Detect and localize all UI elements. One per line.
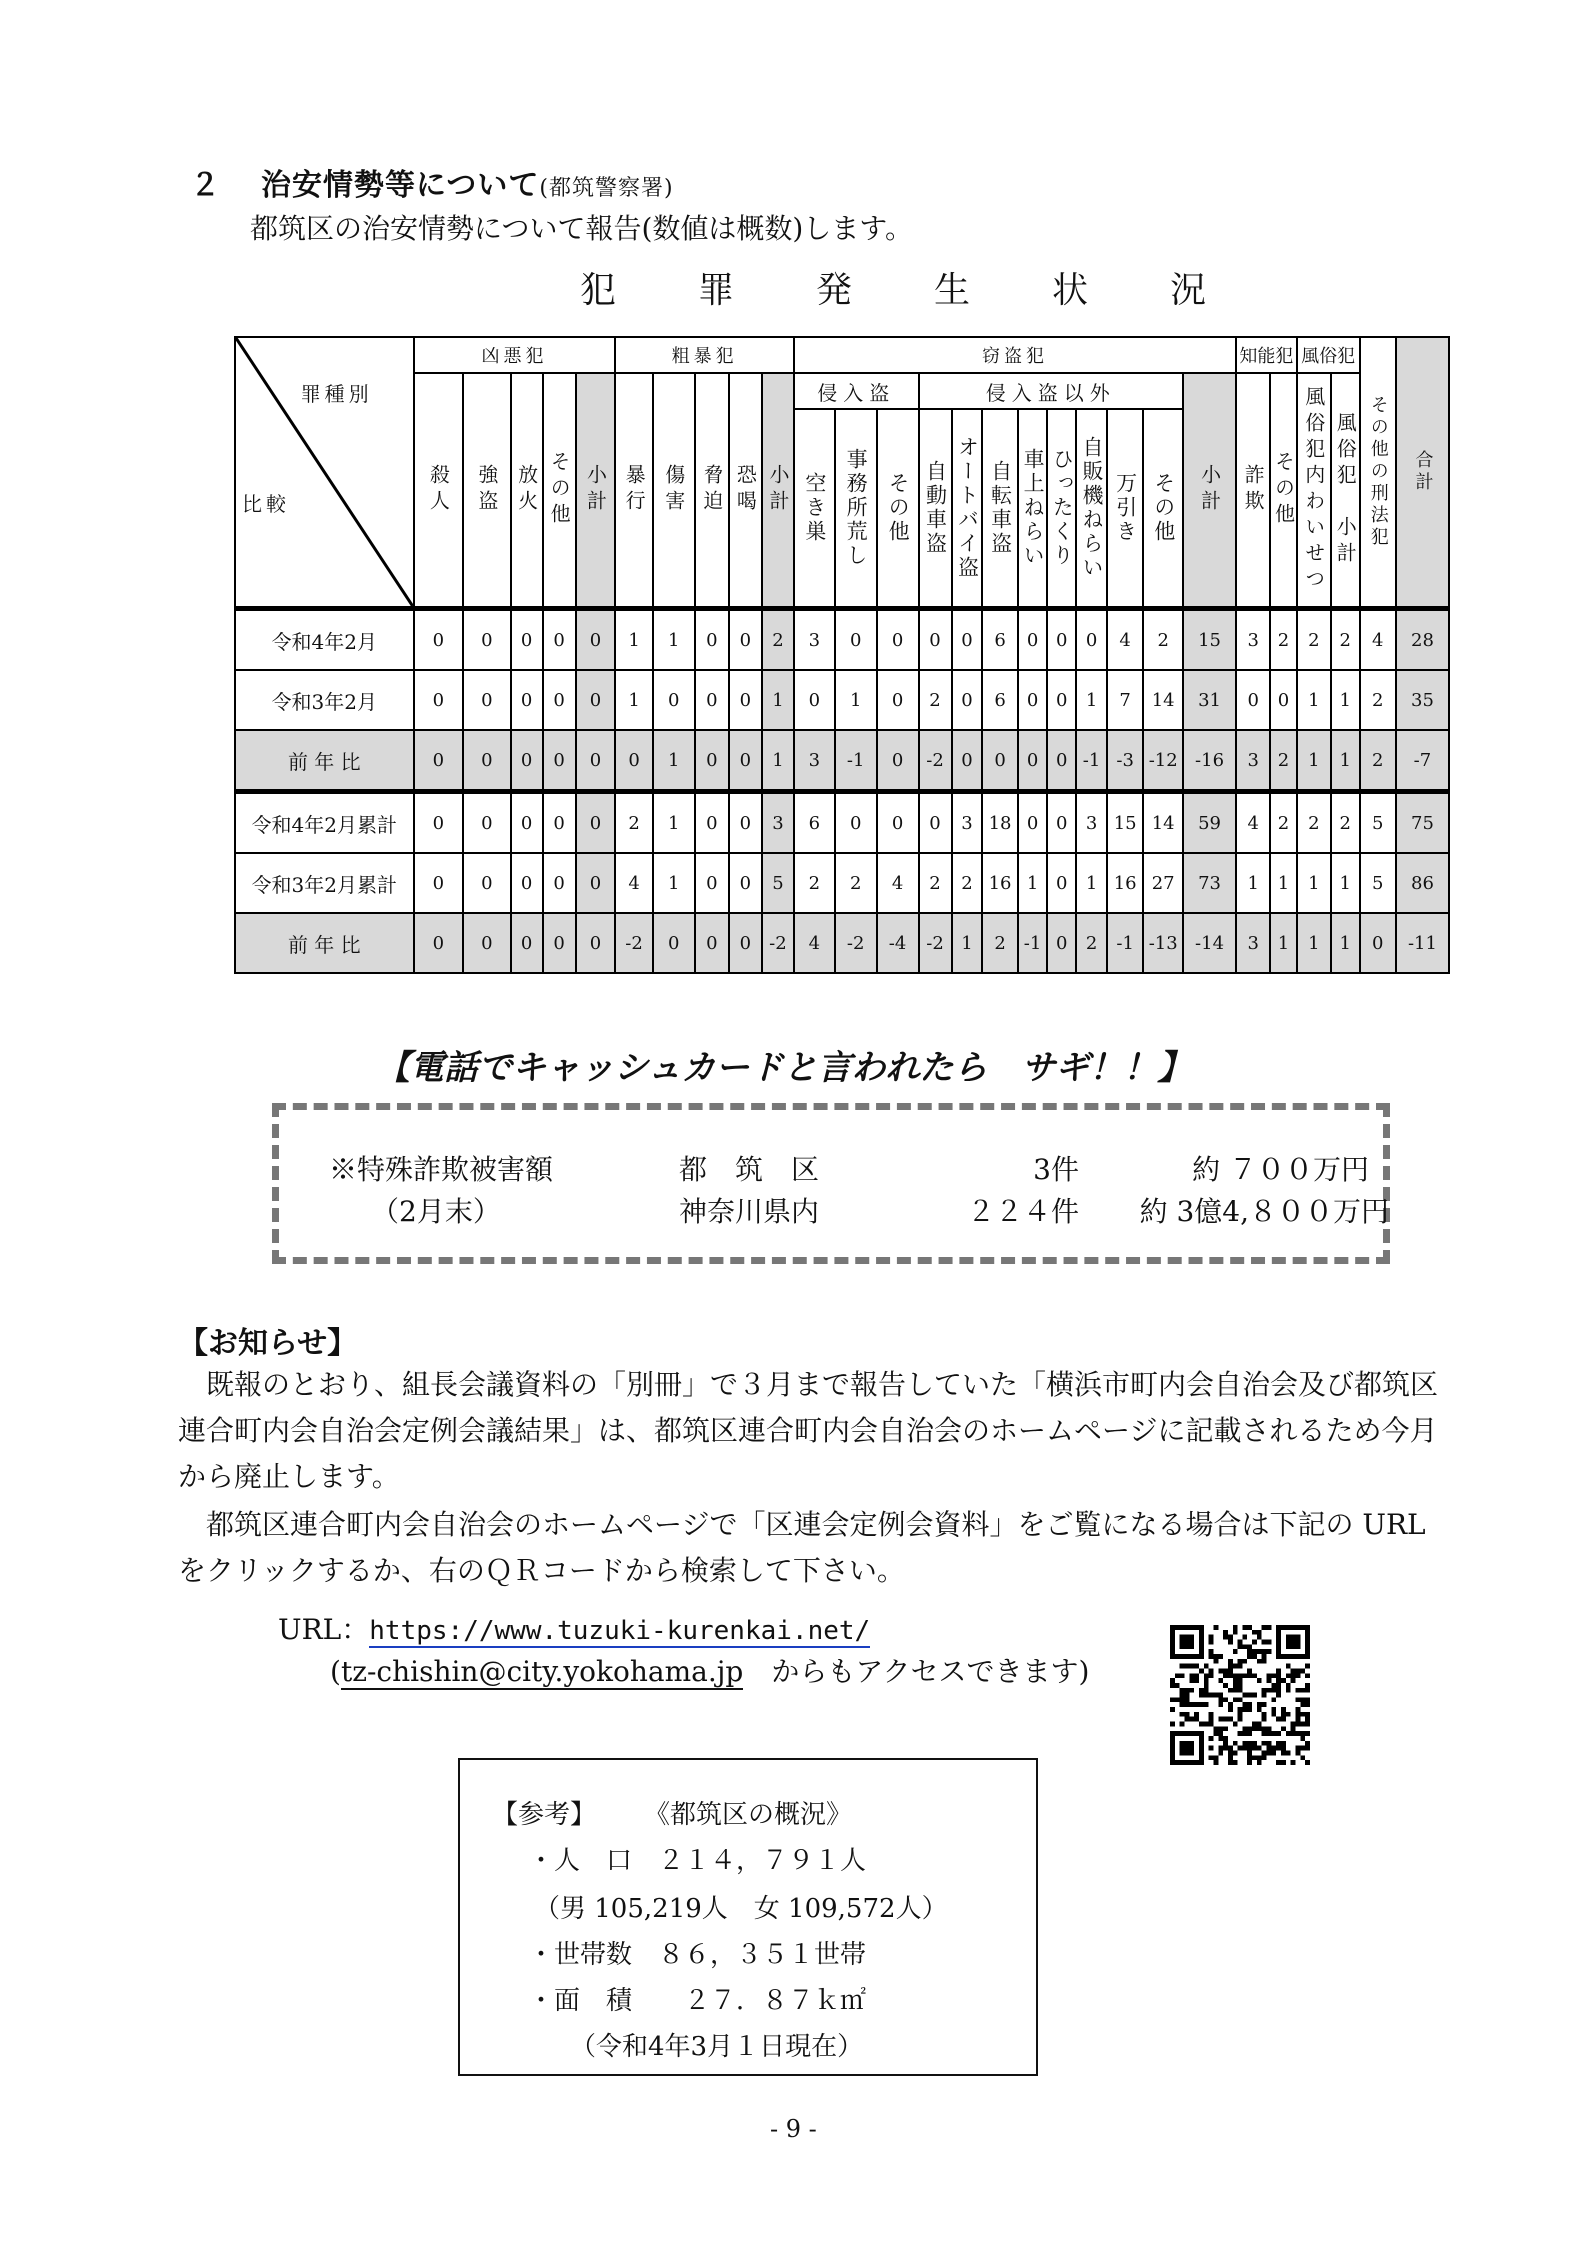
table-cell: 2	[1331, 609, 1360, 671]
table-cell: 59	[1183, 792, 1236, 854]
col-header: 空き巣	[794, 409, 835, 609]
table-cell: 2	[1297, 609, 1331, 671]
table-cell: 0	[543, 730, 576, 792]
group-header-sobo: 粗暴犯	[615, 337, 794, 373]
mail-line	[330, 1650, 1089, 1690]
table-cell: 4	[615, 853, 652, 913]
table-cell: 0	[919, 792, 952, 854]
col-header: その他	[1270, 373, 1296, 609]
table-cell: 0	[1018, 792, 1048, 854]
table-cell: 0	[695, 609, 729, 671]
table-cell: 2	[1331, 792, 1360, 854]
table-cell: 2	[762, 609, 794, 671]
table-cell: 0	[543, 670, 576, 730]
table-cell: 0	[1047, 853, 1076, 913]
email-link[interactable]: tz-chishin@city.yokohama.jp	[340, 1655, 744, 1688]
table-cell: 3	[1236, 609, 1270, 671]
section-source: (都筑警察署)	[539, 176, 674, 201]
table-cell: 5	[1360, 853, 1396, 913]
table-cell: 3	[1076, 792, 1107, 854]
table-cell: 0	[1236, 670, 1270, 730]
col-header: 車上ねらい	[1018, 409, 1048, 609]
table-cell: 31	[1183, 670, 1236, 730]
table-cell: -1	[1076, 730, 1107, 792]
table-cell: 1	[952, 913, 983, 973]
table-cell: -11	[1396, 913, 1449, 973]
col-header: オートバイ盗	[952, 409, 983, 609]
table-cell: 3	[794, 609, 835, 671]
table-cell: 1	[1331, 670, 1360, 730]
mail-suffix: からもアクセスできます)	[743, 1655, 1090, 1688]
table-cell: 73	[1183, 853, 1236, 913]
table-cell: 0	[729, 670, 762, 730]
qr-code-icon[interactable]	[1170, 1625, 1310, 1765]
table-cell: 1	[1270, 913, 1296, 973]
table-cell: 0	[919, 609, 952, 671]
table-cell: 1	[1331, 730, 1360, 792]
table-cell: 3	[762, 792, 794, 854]
table-cell: 1	[1018, 853, 1048, 913]
table-cell: 0	[653, 670, 695, 730]
col-header-other-penal: その他の刑法犯	[1360, 337, 1396, 609]
row-label: 令和3年2月累計	[235, 853, 414, 913]
table-cell: 0	[511, 853, 543, 913]
table-row	[235, 670, 1449, 730]
table-cell: 2	[1297, 792, 1331, 854]
table-cell: 0	[1047, 609, 1076, 671]
table-cell: 0	[877, 609, 919, 671]
table-cell: 0	[576, 670, 616, 730]
table-cell: 1	[1236, 853, 1270, 913]
fraud-count-prefecture: ２２４件	[966, 1195, 1079, 1228]
table-cell: 0	[695, 730, 729, 792]
table-cell: 5	[1360, 792, 1396, 854]
table-cell: 6	[794, 792, 835, 854]
table-cell: 0	[576, 913, 616, 973]
table-row	[235, 609, 1449, 671]
table-cell: 0	[1047, 730, 1076, 792]
section-intro: 都筑区の治安情勢について報告(数値は概数)します。	[250, 212, 914, 245]
col-header: その他	[543, 373, 576, 609]
col-header: 恐喝	[729, 373, 762, 609]
table-cell: -2	[835, 913, 877, 973]
title-char: 状	[1052, 270, 1089, 311]
table-cell: 0	[653, 913, 695, 973]
table-cell: 0	[695, 792, 729, 854]
fraud-amount-ward: 約 ７００万円	[1192, 1153, 1369, 1186]
table-cell: 28	[1396, 609, 1449, 671]
table-cell: 0	[1076, 609, 1107, 671]
col-header: 万引き	[1107, 409, 1143, 609]
table-cell: 0	[463, 609, 510, 671]
table-row	[235, 853, 1449, 913]
table-cell: 0	[877, 670, 919, 730]
table-cell: -7	[1396, 730, 1449, 792]
table-cell: 0	[835, 792, 877, 854]
table-cell: -3	[1107, 730, 1143, 792]
col-header: 脅迫	[695, 373, 729, 609]
col-header: 殺人	[414, 373, 464, 609]
table-cell: 1	[762, 670, 794, 730]
table-cell: 0	[414, 792, 464, 854]
table-cell: 2	[1270, 730, 1296, 792]
row-label: 令和4年2月累計	[235, 792, 414, 854]
kurenkai-url-link[interactable]: https://www.tuzuki-kurenkai.net/	[369, 1616, 871, 1646]
table-cell: 4	[1236, 792, 1270, 854]
table-cell: 0	[982, 730, 1017, 792]
table-cell: 15	[1107, 792, 1143, 854]
col-header: 強盗	[463, 373, 510, 609]
table-cell: 0	[543, 609, 576, 671]
table-cell: 0	[543, 792, 576, 854]
table-cell: 18	[982, 792, 1017, 854]
table-cell: 0	[729, 853, 762, 913]
table-cell: 1	[762, 730, 794, 792]
subgroup-header-shinnyu: 侵入盗	[794, 373, 919, 409]
corner-label-comparison: 比較	[242, 492, 290, 516]
table-cell: 1	[1297, 853, 1331, 913]
subgroup-header-shinnyu-igai: 侵入盗以外	[919, 373, 1184, 409]
table-cell: 5	[762, 853, 794, 913]
table-cell: 4	[794, 913, 835, 973]
table-cell: 1	[1297, 730, 1331, 792]
table-cell: 0	[511, 792, 543, 854]
table-cell: 2	[1076, 913, 1107, 973]
table-cell: 0	[511, 730, 543, 792]
table-cell: 1	[1297, 913, 1331, 973]
table-cell: 0	[1018, 609, 1048, 671]
col-header: 傷害	[653, 373, 695, 609]
title-char: 生	[934, 270, 971, 311]
col-header: 事務所荒し	[835, 409, 877, 609]
url-line	[278, 1608, 870, 1648]
table-cell: 16	[982, 853, 1017, 913]
table-cell: 7	[1107, 670, 1143, 730]
table-cell: 0	[695, 670, 729, 730]
table-cell: 15	[1183, 609, 1236, 671]
table-cell: 1	[615, 670, 652, 730]
table-cell: 1	[835, 670, 877, 730]
notice-heading: 【お知らせ】	[178, 1326, 358, 1361]
page-number: - 9 -	[770, 2115, 817, 2143]
table-cell: 0	[695, 853, 729, 913]
table-corner-header	[235, 337, 414, 609]
table-cell: 86	[1396, 853, 1449, 913]
table-cell: 6	[982, 670, 1017, 730]
table-cell: -13	[1143, 913, 1183, 973]
table-cell: 2	[835, 853, 877, 913]
reference-subtitle: 《都筑区の概況》	[644, 1800, 853, 1830]
fraud-amount-prefecture: 約 3億4,８００万円	[1139, 1195, 1389, 1228]
table-cell: 0	[877, 730, 919, 792]
fraud-label: ※特殊詐欺被害額	[329, 1153, 554, 1186]
table-cell: 1	[1270, 853, 1296, 913]
table-cell: 0	[1018, 670, 1048, 730]
section-number: ２	[190, 168, 221, 203]
table-cell: 1	[653, 609, 695, 671]
table-row	[235, 913, 1449, 973]
table-cell: 0	[414, 730, 464, 792]
table-cell: -12	[1143, 730, 1183, 792]
col-header-subtotal: 小計	[1183, 373, 1236, 609]
table-cell: 0	[729, 730, 762, 792]
table-cell: 1	[1076, 853, 1107, 913]
reference-heading: 【参考】	[492, 1800, 597, 1830]
table-cell: 2	[982, 913, 1017, 973]
table-cell: 0	[952, 670, 983, 730]
table-cell: 4	[1360, 609, 1396, 671]
section-title	[190, 160, 674, 204]
title-char: 発	[816, 270, 853, 311]
fraud-info-box	[272, 1103, 1390, 1264]
table-cell: 0	[511, 913, 543, 973]
reference-households: ・世帯数 ８６，３５１世帯	[528, 1940, 867, 1970]
reference-population: ・人 口 ２１４，７９１人	[528, 1846, 867, 1876]
table-cell: 1	[1076, 670, 1107, 730]
table-cell: 2	[1143, 609, 1183, 671]
table-cell: 1	[653, 730, 695, 792]
col-header-subtotal: 小計	[762, 373, 794, 609]
table-cell: -16	[1183, 730, 1236, 792]
group-header-kyoaku: 凶悪犯	[414, 337, 616, 373]
table-cell: 1	[1331, 913, 1360, 973]
table-cell: 0	[576, 609, 616, 671]
table-cell: 0	[1047, 913, 1076, 973]
table-cell: -14	[1183, 913, 1236, 973]
table-cell: 0	[576, 730, 616, 792]
table-cell: -4	[877, 913, 919, 973]
group-header-setto: 窃盗犯	[794, 337, 1236, 373]
table-cell: 0	[576, 853, 616, 913]
table-cell: -2	[919, 913, 952, 973]
col-header: その他	[1143, 409, 1183, 609]
fraud-area-ward: 都 筑 区	[679, 1153, 820, 1186]
col-header: その他	[877, 409, 919, 609]
table-cell: 0	[1360, 913, 1396, 973]
col-header: 自転車盗	[982, 409, 1017, 609]
reference-area: ・面 積 ２７．８７ｋ㎡	[528, 1986, 867, 2016]
table-cell: 4	[1107, 609, 1143, 671]
table-cell: 16	[1107, 853, 1143, 913]
table-cell: 2	[919, 670, 952, 730]
table-cell: 2	[1270, 792, 1296, 854]
table-cell: 0	[463, 670, 510, 730]
table-cell: 0	[463, 730, 510, 792]
table-cell: 0	[414, 913, 464, 973]
table-title	[580, 262, 1288, 313]
table-cell: -1	[835, 730, 877, 792]
table-cell: 0	[835, 609, 877, 671]
col-header: ひったくり	[1047, 409, 1076, 609]
table-cell: 0	[877, 792, 919, 854]
table-cell: -1	[1018, 913, 1048, 973]
table-cell: 14	[1143, 792, 1183, 854]
table-cell: 2	[1360, 670, 1396, 730]
crime-statistics-table	[234, 336, 1450, 974]
title-char: 犯	[580, 270, 617, 311]
table-cell: 14	[1143, 670, 1183, 730]
group-header-fuzoku: 風俗犯	[1297, 337, 1360, 373]
table-cell: 0	[1018, 730, 1048, 792]
table-cell: 2	[952, 853, 983, 913]
table-cell: 0	[543, 853, 576, 913]
table-cell: 2	[615, 792, 652, 854]
table-cell: 35	[1396, 670, 1449, 730]
table-cell: 0	[1270, 670, 1296, 730]
row-label: 令和4年2月	[235, 609, 414, 671]
table-cell: 0	[414, 609, 464, 671]
table-cell: 1	[653, 792, 695, 854]
col-header: 自動車盗	[919, 409, 952, 609]
table-cell: -1	[1107, 913, 1143, 973]
table-cell: 0	[729, 609, 762, 671]
table-cell: 3	[794, 730, 835, 792]
fraud-warning-headline: 【電話でキャッシュカードと言われたら サギ！！】	[376, 1048, 1192, 1088]
table-cell: 1	[1297, 670, 1331, 730]
table-cell: 0	[414, 670, 464, 730]
col-header: 暴行	[615, 373, 652, 609]
table-cell: 0	[952, 730, 983, 792]
table-cell: 3	[1236, 730, 1270, 792]
table-cell: 27	[1143, 853, 1183, 913]
table-cell: 0	[729, 792, 762, 854]
table-cell: 1	[1331, 853, 1360, 913]
table-row	[235, 792, 1449, 854]
table-cell: 2	[919, 853, 952, 913]
col-header: 自販機ねらい	[1076, 409, 1107, 609]
fraud-area-prefecture: 神奈川県内	[679, 1195, 820, 1228]
col-header-total: 合計	[1396, 337, 1449, 609]
col-header: 風俗犯 小計	[1331, 373, 1360, 609]
table-cell: 0	[463, 792, 510, 854]
section-heading: 治安情勢等について	[261, 168, 540, 203]
col-header: 詐欺	[1236, 373, 1270, 609]
table-cell: 0	[615, 730, 652, 792]
reference-as-of-date: （令和4年3月１日現在）	[570, 2032, 864, 2062]
col-header: 放火	[511, 373, 543, 609]
table-cell: 0	[414, 853, 464, 913]
table-cell: 75	[1396, 792, 1449, 854]
group-header-chino: 知能犯	[1236, 337, 1297, 373]
row-label: 令和3年2月	[235, 670, 414, 730]
corner-label-crime-type: 罪種別	[300, 382, 373, 406]
reference-gender-breakdown: （男 105,219人 女 109,572人）	[534, 1894, 948, 1924]
table-cell: -2	[762, 913, 794, 973]
fraud-count-ward: 3件	[1033, 1153, 1079, 1186]
row-label: 前 年 比	[235, 730, 414, 792]
table-cell: 6	[982, 609, 1017, 671]
table-cell: 0	[463, 913, 510, 973]
table-cell: 2	[1270, 609, 1296, 671]
notice-paragraph-2: 都筑区連合町内会自治会のホームページで「区連会定例会資料」をご覧になる場合は下記の URL をクリックするか、右のＱＲコードから検索して下さい。	[178, 1508, 1426, 1587]
table-cell: 3	[1236, 913, 1270, 973]
table-cell: -2	[615, 913, 652, 973]
title-char: 況	[1170, 270, 1207, 311]
table-cell: 0	[794, 670, 835, 730]
table-cell: 4	[877, 853, 919, 913]
col-header: 風俗犯内わいせつ	[1297, 373, 1331, 609]
table-cell: 0	[511, 609, 543, 671]
url-label: URL：	[278, 1613, 370, 1646]
table-cell: 2	[794, 853, 835, 913]
row-label: 前 年 比	[235, 913, 414, 973]
table-cell: 0	[543, 913, 576, 973]
table-cell: 0	[729, 913, 762, 973]
table-cell: 0	[511, 670, 543, 730]
table-cell: 0	[1047, 670, 1076, 730]
col-header-subtotal: 小計	[576, 373, 616, 609]
table-cell: 0	[695, 913, 729, 973]
table-row	[235, 730, 1449, 792]
table-cell: 0	[1047, 792, 1076, 854]
mail-paren: (	[330, 1655, 341, 1688]
table-cell: -2	[919, 730, 952, 792]
fraud-period: （2月末）	[371, 1195, 501, 1228]
reference-box	[458, 1758, 1038, 2076]
notice-paragraph-1: 既報のとおり、組長会議資料の「別冊」で３月まで報告していた「横浜市町内会自治会及び都筑区連合町内会自治会定例会議結果」は、都筑区連合町内会自治会のホームページに記載されるため今月から廃止します。	[178, 1368, 1439, 1493]
table-cell: 0	[952, 609, 983, 671]
table-cell: 1	[615, 609, 652, 671]
table-cell: 3	[952, 792, 983, 854]
table-cell: 1	[653, 853, 695, 913]
table-cell: 0	[463, 853, 510, 913]
table-cell: 2	[1360, 730, 1396, 792]
title-char: 罪	[698, 270, 735, 311]
table-cell: 0	[576, 792, 616, 854]
